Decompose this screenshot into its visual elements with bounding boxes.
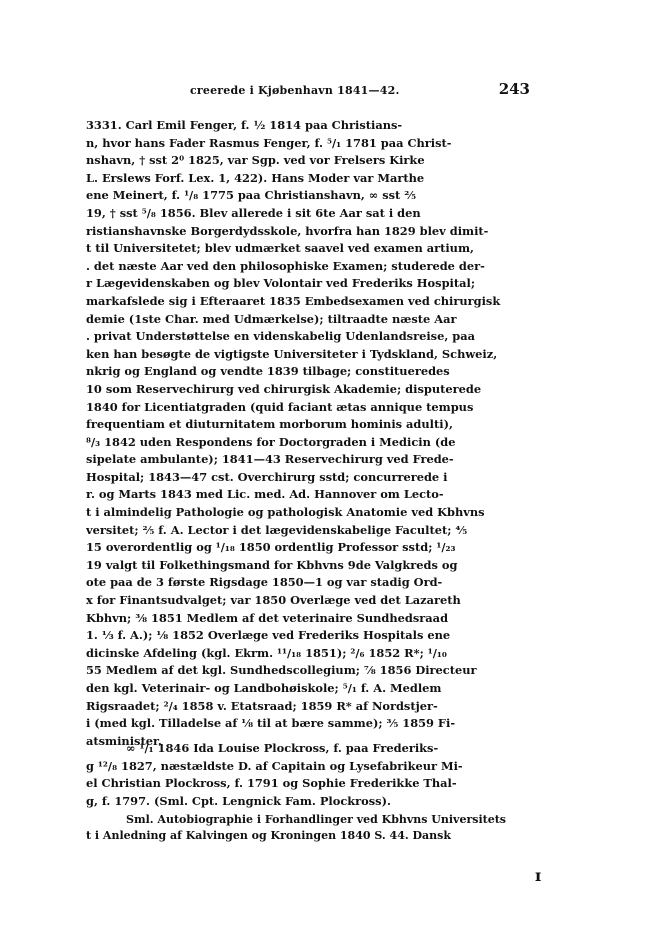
running-head: creerede i Kjøbenhavn 1841—42. [190, 84, 400, 97]
entry-line: . det næste Aar ved den philosophiske Examen; studerede der- [86, 258, 485, 273]
entry-line: Rigsraadet; ²/₄ 1858 v. Etatsraad; 1859 R* af Nordstjer- [86, 698, 438, 713]
marriage-paragraph [86, 740, 522, 810]
entry-line: n, hvor hans Fader Rasmus Fenger, f. ⁵/₁ 1781 paa Christ- [86, 135, 452, 150]
margin-mark: ɪ [535, 866, 542, 885]
entry-line: Hospital; 1843—47 cst. Overchirurg sstd; concurrerede i [86, 469, 448, 484]
page-number: 243 [498, 80, 530, 98]
entry-line: Kbhvn; ⅜ 1851 Medlem af det veterinaire Sundhedsraad [86, 610, 449, 625]
marriage-line: g, f. 1797. (Sml. Cpt. Lengnick Fam. Plockross). [86, 793, 391, 808]
entry-line: sipelate ambulante); 1841—43 Reservechirurg ved Frede- [86, 452, 454, 467]
entry-line: 1840 for Licentiatgraden (quid faciant ætas annique tempus [86, 399, 474, 414]
entry-line: ken han besøgte de vigtigste Universiteter i Tydskland, Schweiz, [86, 346, 498, 361]
biography-entry [86, 117, 522, 750]
entry-line: den kgl. Veterinair- og Landbohøiskole; ⁵/₁ f. A. Medlem [86, 681, 442, 695]
marriage-line: el Christian Plockross, f. 1791 og Sophie Frederikke Thal- [86, 776, 457, 791]
entry-line: demie (1ste Char. med Udmærkelse); tiltraadte næste Aar [86, 311, 457, 326]
source-line: Sml. Autobiographie i Forhandlinger ved Kbhvns Universitets [126, 813, 506, 826]
entry-line: t i almindelig Pathologie og pathologisk Anatomie ved Kbhvns [86, 505, 485, 520]
entry-line: ristianshavnske Borgerdydsskole, hvorfra han 1829 blev dimit- [86, 223, 489, 238]
entry-line: 15 overordentlig og ¹/₁₈ 1850 ordentlig Professor sstd; ¹/₂₃ [86, 540, 456, 555]
entry-line: atsminister. [86, 733, 162, 748]
marriage-line: ∞ ¹/₁ 1846 Ida Louise Plockross, f. paa Frederiks- [126, 741, 439, 755]
page-header [190, 80, 530, 98]
entry-line: markafslede sig i Efteraaret 1835 Embedsexamen ved chirurgisk [86, 293, 501, 308]
entry-line: L. Erslews Forf. Lex. 1, 422). Hans Moder var Marthe [86, 170, 425, 185]
entry-line: nkrig og England og vendte 1839 tilbage; constitueredes [86, 364, 450, 379]
sources-paragraph [86, 812, 522, 844]
entry-line: nshavn, † sst 2⁰ 1825, var Sgp. ved vor Frelsers Kirke [86, 153, 425, 168]
entry-line: 1. ⅓ f. A.); ⅛ 1852 Overlæge ved Frederiks Hospitals ene [86, 628, 451, 643]
entry-line: i (med kgl. Tilladelse af ⅛ til at bære samme); ⅗ 1859 Fi- [86, 716, 456, 731]
entry-line: 55 Medlem af det kgl. Sundhedscollegium; ⅞ 1856 Directeur [86, 663, 477, 678]
entry-line: 10 som Reservechirurg ved chirurgisk Akademie; disputerede [86, 381, 482, 396]
marriage-line: g ¹²/₈ 1827, næstældste D. af Capitain og Lysefabrikeur Mi- [86, 758, 463, 773]
entry-line: dicinske Afdeling (kgl. Ekrm. ¹¹/₁₈ 1851); ²/₆ 1852 R*; ¹/₁₀ [86, 645, 447, 660]
entry-line: ene Meinert, f. ¹/₈ 1775 paa Christianshavn, ∞ sst ⅖ [86, 188, 417, 203]
source-line: t i Anledning af Kalvingen og Kroningen 1840 S. 44. Dansk [86, 829, 451, 842]
entry-line: r Lægevidenskaben og blev Volontair ved Frederiks Hospital; [86, 276, 476, 291]
entry-line: frequentiam et diuturnitatem morborum hominis adulti), [86, 417, 453, 432]
entry-line: . privat Understøttelse en videnskabelig Udenlandsreise, paa [86, 329, 475, 344]
entry-line: x for Finantsudvalget; var 1850 Overlæge ved det Lazareth [86, 593, 461, 608]
entry-line: 19, † sst ⁵/₈ 1856. Blev allerede i sit 6te Aar sat i den [86, 205, 421, 220]
entry-line: t til Universitetet; blev udmærket saavel ved examen artium, [86, 241, 474, 256]
entry-line: r. og Marts 1843 med Lic. med. Ad. Hannover om Lecto- [86, 487, 444, 502]
entry-line: 19 valgt til Folkethingsmand for Kbhvns 9de Valgkreds og [86, 557, 458, 572]
entry-line: versitet; ⅖ f. A. Lector i det lægevidenskabelige Facultet; ⅘ [86, 522, 468, 537]
entry-line: 3331. Carl Emil Fenger, f. ½ 1814 paa Christians- [86, 118, 403, 132]
entry-line: ⁸/₃ 1842 uden Respondens for Doctorgraden i Medicin (de [86, 434, 456, 449]
entry-line: ote paa de 3 første Rigsdage 1850—1 og var stadig Ord- [86, 575, 443, 590]
